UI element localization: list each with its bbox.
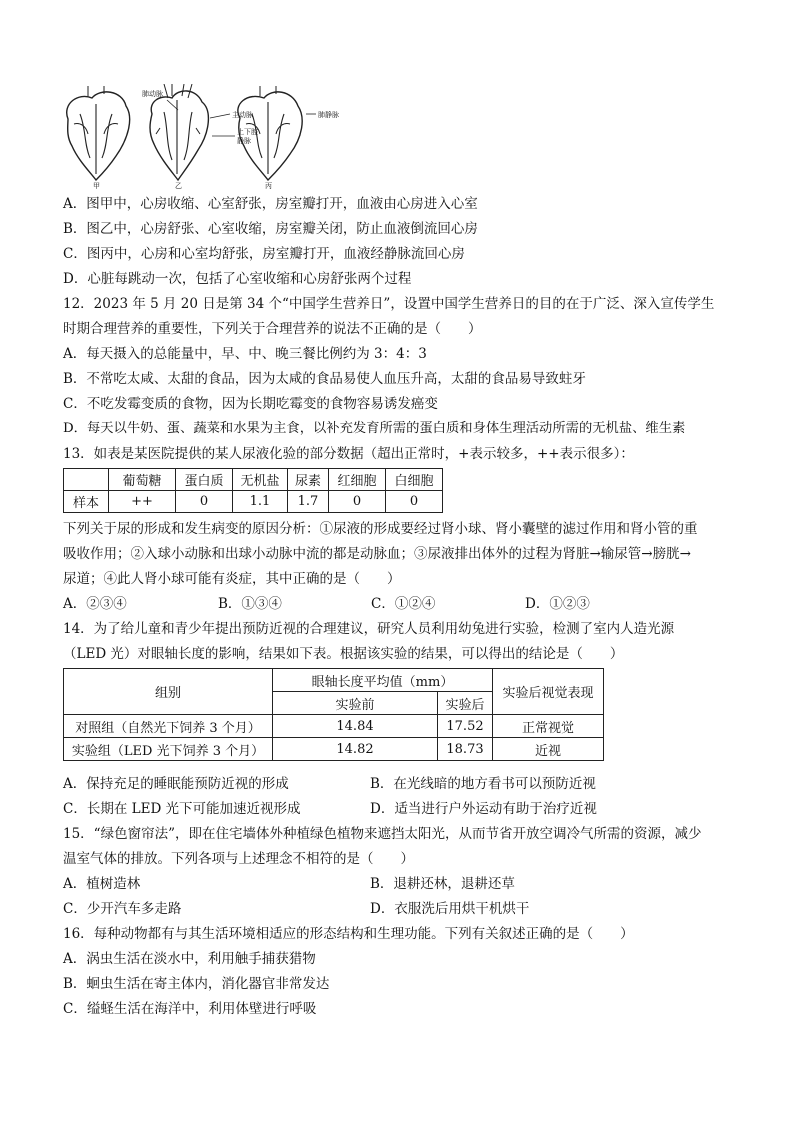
aorta-pointer bbox=[210, 114, 230, 118]
q15-options-row2 bbox=[63, 900, 743, 918]
q14-options-row1 bbox=[63, 775, 743, 793]
q13-text-line3: 尿道；④此人肾小球可能有炎症，其中正确的是（ ） bbox=[63, 571, 401, 587]
q13-options bbox=[63, 595, 743, 613]
table-cell: 18.73 bbox=[438, 738, 493, 761]
label-aorta: 主动脉 bbox=[232, 111, 253, 119]
q11-option-b: B．图乙中，心房舒张、心室收缩，房室瓣关闭，防止血液倒流回心房 bbox=[63, 221, 478, 237]
table-cell bbox=[64, 469, 109, 491]
heart-yi bbox=[150, 84, 208, 180]
table-cell: 1.7 bbox=[288, 491, 329, 513]
q15-options-row1 bbox=[63, 875, 743, 893]
q13-stem: 13．如表是某医院提供的某人尿液化验的部分数据（超出正常时，+表示较多，++表示很多）： bbox=[63, 446, 634, 462]
table-header-row bbox=[64, 669, 604, 692]
q16-option-b: B．蛔虫生活在寄主体内，消化器官非常发达 bbox=[63, 976, 330, 992]
q14-option-c: C．长期在 LED 光下可能加速近视形成 bbox=[63, 801, 301, 817]
q16-option-a: A．涡虫生活在淡水中，利用触手捕获猎物 bbox=[63, 951, 316, 967]
table-row bbox=[64, 738, 604, 761]
table-cell: 实验组（LED 光下饲养 3 个月） bbox=[64, 738, 273, 761]
table-cell: 17.52 bbox=[438, 715, 493, 738]
q12-option-a: A．每天摄入的总能量中，早、中、晚三餐比例约为 3：4：3 bbox=[63, 346, 427, 362]
q11-option-d: D．心脏每跳动一次，包括了心室收缩和心房舒张两个过程 bbox=[63, 271, 412, 287]
table-cell: 样本 bbox=[64, 491, 109, 513]
table-row bbox=[64, 491, 443, 513]
table-cell: 无机盐 bbox=[233, 469, 288, 491]
label-pulmonary-vein: 肺静脉 bbox=[318, 111, 339, 119]
table-cell: 实验后 bbox=[438, 692, 493, 715]
q14-option-b: B．在光线暗的地方看书可以预防近视 bbox=[370, 776, 596, 792]
q13-option-d: D．①②③ bbox=[525, 596, 590, 612]
q14-stem-line2: （LED 光）对眼轴长度的影响，结果如下表。根据该实验的结果，可以得出的结论是（ ） bbox=[63, 646, 624, 662]
label-yi: 乙 bbox=[175, 182, 182, 189]
q15-stem-line1: 15．“绿色窗帘法”，即在住宅墙体外种植绿色植物来遮挡太阳光，从而节省开放空调冷气所需的资源，减少 bbox=[63, 826, 702, 842]
q15-option-d: D．衣服洗后用烘干机烘干 bbox=[370, 901, 530, 917]
label-bing: 丙 bbox=[265, 182, 272, 189]
q12-option-d: D．每天以牛奶、蛋、蔬菜和水果为主食，以补充发育所需的蛋白质和身体生理活动所需的无机盐、维生素 bbox=[63, 421, 686, 436]
q13-text-line1: 下列关于尿的形成和发生病变的原因分析：①尿液的形成要经过肾小球、肾小囊壁的滤过作用和肾小管的重 bbox=[63, 521, 698, 537]
table-cell: 红细胞 bbox=[329, 469, 386, 491]
table-cell: 蛋白质 bbox=[176, 469, 233, 491]
q11-option-c: C．图丙中，心房和心室均舒张，房室瓣打开，血液经静脉流回心房 bbox=[63, 246, 465, 262]
q15-option-b: B．退耕还林，退耕还草 bbox=[370, 876, 515, 892]
q15-stem-line2: 温室气体的排放。下列各项与上述理念不相符的是（ ） bbox=[63, 851, 414, 867]
table-cell: 14.82 bbox=[273, 738, 438, 761]
q16-stem: 16．每种动物都有与其生活环境相适应的形态结构和生理功能。下列有关叙述正确的是（ ） bbox=[63, 926, 634, 942]
table-cell: ++ bbox=[109, 491, 176, 513]
q15-option-a: A．植树造林 bbox=[63, 876, 141, 892]
q13-option-b: B．①③④ bbox=[218, 596, 282, 612]
q14-option-d: D．适当进行户外运动有助于治疗近视 bbox=[370, 801, 597, 817]
table-cell: 0 bbox=[329, 491, 386, 513]
table-cell: 尿素 bbox=[288, 469, 329, 491]
q14-stem-line1: 14．为了给儿童和青少年提出预防近视的合理建议，研究人员利用幼兔进行实验，检测了室内人造光源 bbox=[63, 621, 675, 637]
table-cell: 正常视觉 bbox=[493, 715, 604, 738]
table-cell: 近视 bbox=[493, 738, 604, 761]
table-row bbox=[64, 715, 604, 738]
q13-option-a: A．②③④ bbox=[63, 596, 127, 612]
label-jia: 甲 bbox=[93, 182, 100, 189]
pulmonary-artery-pointer bbox=[167, 100, 178, 110]
heart-jia bbox=[67, 86, 130, 180]
table-cell: 白细胞 bbox=[386, 469, 443, 491]
q14-options-row2 bbox=[63, 800, 743, 818]
table-cell: 葡萄糖 bbox=[109, 469, 176, 491]
table-header-row bbox=[64, 469, 443, 491]
table-cell: 14.84 bbox=[273, 715, 438, 738]
q14-option-a: A．保持充足的睡眠能预防近视的形成 bbox=[63, 776, 289, 792]
q16-option-c: C．缢蛏生活在海洋中，利用体壁进行呼吸 bbox=[63, 1001, 317, 1017]
label-pulmonary-artery: 肺动脉 bbox=[142, 90, 163, 98]
label-vena-cava: 上下腔静脉 bbox=[237, 128, 258, 145]
q12-stem-line1: 12．2023 年 5 月 20 日是第 34 个“中国学生营养日”，设置中国学生营养日的目的在于广泛、深入宣传学生 bbox=[63, 296, 715, 312]
table-cell: 实验前 bbox=[273, 692, 438, 715]
q13-text-line2: 吸收作用；②入球小动脉和出球小动脉中流的都是动脉血；③尿液排出体外的过程为肾脏→输尿管→膀胱→ bbox=[63, 546, 691, 562]
q15-option-c: C．少开汽车多走路 bbox=[63, 901, 182, 917]
table-cell: 0 bbox=[176, 491, 233, 513]
table-cell: 组别 bbox=[64, 669, 273, 715]
table-cell: 实验后视觉表现 bbox=[493, 669, 604, 715]
table-cell: 0 bbox=[386, 491, 443, 513]
table-cell: 1.1 bbox=[233, 491, 288, 513]
q11-option-a: A．图甲中，心房收缩、心室舒张，房室瓣打开，血液由心房进入心室 bbox=[63, 196, 478, 212]
q12-option-c: C．不吃发霉变质的食物，因为长期吃霉变的食物容易诱发癌变 bbox=[63, 396, 438, 412]
q13-option-c: C．①②④ bbox=[371, 596, 436, 612]
urine-test-table bbox=[63, 468, 443, 513]
q12-stem-line2: 时期合理营养的重要性，下列关于合理营养的说法不正确的是（ ） bbox=[63, 321, 482, 337]
heart-diagram bbox=[60, 84, 340, 189]
q12-option-b: B．不常吃太咸、太甜的食品，因为太咸的食品易使人血压升高，太甜的食品易导致蛀牙 bbox=[63, 371, 586, 387]
table-cell: 对照组（自然光下饲养 3 个月） bbox=[64, 715, 273, 738]
table-cell: 眼轴长度平均值（mm） bbox=[273, 669, 493, 692]
eye-axis-table bbox=[63, 668, 604, 761]
